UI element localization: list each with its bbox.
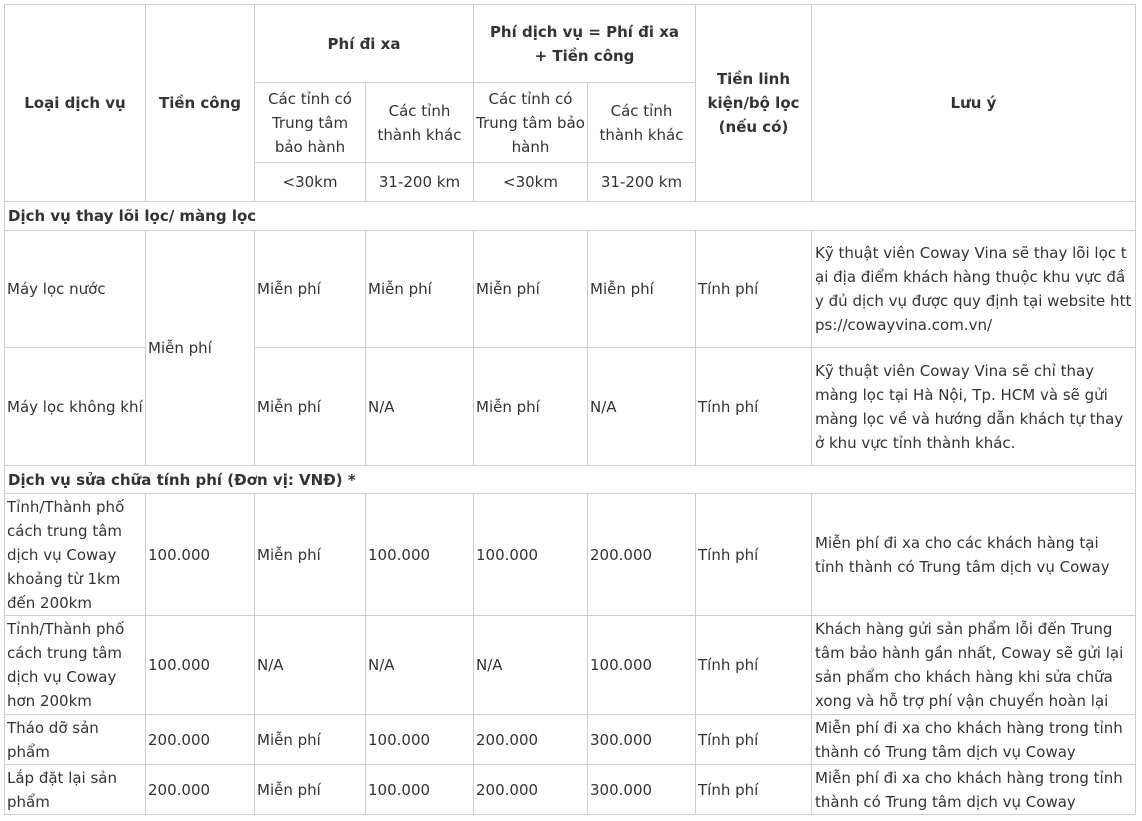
subheader-distance: 31-200 km [366, 163, 474, 202]
fee-cell: N/A [588, 348, 696, 466]
fee-cell: 200.000 [474, 715, 588, 765]
service-name: Lắp đặt lại sản phẩm [5, 765, 146, 815]
note-cell: Miễn phí đi xa cho khách hàng trong tỉnh thành có Trung tâm dịch vụ Coway [812, 765, 1136, 815]
fee-cell: Miễn phí [366, 231, 474, 348]
service-name: Máy lọc không khí [5, 348, 146, 466]
note-cell: Miễn phí đi xa cho khách hàng trong tỉnh thành có Trung tâm dịch vụ Coway [812, 715, 1136, 765]
table-row [5, 494, 1136, 616]
fee-cell: 200.000 [474, 765, 588, 815]
table-row [5, 715, 1136, 765]
section-title: Dịch vụ sửa chữa tính phí (Đơn vị: VNĐ) * [5, 466, 1136, 494]
labor-cell: 200.000 [146, 715, 255, 765]
labor-cell: 100.000 [146, 494, 255, 616]
service-name: Tỉnh/Thành phố cách trung tâm dịch vụ Coway khoảng từ 1km đến 200km [5, 494, 146, 616]
note-cell: Miễn phí đi xa cho các khách hàng tại tỉnh thành có Trung tâm dịch vụ Coway [812, 494, 1136, 616]
fee-cell: 100.000 [366, 494, 474, 616]
fee-cell: 100.000 [588, 616, 696, 715]
note-cell: Khách hàng gửi sản phẩm lỗi đến Trung tâm bảo hành gần nhất, Coway sẽ gửi lại sản phẩm cho khách hàng khi sửa chữa xong và hỗ trợ phí vận chuyển hoàn lại [812, 616, 1136, 715]
header-travel-fee: Phí đi xa [255, 5, 474, 83]
table-row [5, 765, 1136, 815]
fee-cell: Miễn phí [474, 348, 588, 466]
fee-cell: N/A [255, 616, 366, 715]
header-note: Lưu ý [812, 5, 1136, 202]
service-name: Máy lọc nước [5, 231, 146, 348]
service-name: Tỉnh/Thành phố cách trung tâm dịch vụ Coway hơn 200km [5, 616, 146, 715]
header-parts-fee: Tiền linh kiện/bộ lọc (nếu có) [696, 5, 812, 202]
subheader-other-provinces: Các tỉnh thành khác [366, 83, 474, 163]
subheader-distance: <30km [255, 163, 366, 202]
subheader-distance: <30km [474, 163, 588, 202]
header-labor: Tiền công [146, 5, 255, 202]
fee-cell: N/A [366, 616, 474, 715]
parts-cell: Tính phí [696, 494, 812, 616]
fee-cell: 100.000 [366, 715, 474, 765]
subheader-with-center: Các tỉnh có Trung tâm bảo hành [474, 83, 588, 163]
labor-cell: 200.000 [146, 765, 255, 815]
fee-cell: Miễn phí [255, 765, 366, 815]
table-row [5, 231, 1136, 348]
fee-cell: 300.000 [588, 765, 696, 815]
fee-cell: Miễn phí [255, 231, 366, 348]
fee-cell: Miễn phí [255, 494, 366, 616]
fee-cell: N/A [366, 348, 474, 466]
fee-cell: Miễn phí [255, 715, 366, 765]
fee-cell: Miễn phí [588, 231, 696, 348]
fee-cell: 100.000 [474, 494, 588, 616]
fee-cell: 200.000 [588, 494, 696, 616]
parts-cell: Tính phí [696, 765, 812, 815]
note-cell: Kỹ thuật viên Coway Vina sẽ chỉ thay màng lọc tại Hà Nội, Tp. HCM và sẽ gửi màng lọc về và hướng dẫn khách tự thay ở khu vực tỉnh thành khác. [812, 348, 1136, 466]
fee-cell: Miễn phí [255, 348, 366, 466]
parts-cell: Tính phí [696, 231, 812, 348]
fee-cell: 100.000 [366, 765, 474, 815]
subheader-other-provinces: Các tỉnh thành khác [588, 83, 696, 163]
header-service-type: Loại dịch vụ [5, 5, 146, 202]
fee-cell: 300.000 [588, 715, 696, 765]
subheader-with-center: Các tỉnh có Trung tâm bảo hành [255, 83, 366, 163]
labor-cell: Miễn phí [146, 231, 255, 466]
header-service-fee: Phí dịch vụ = Phí đi xa + Tiền công [474, 5, 696, 83]
parts-cell: Tính phí [696, 348, 812, 466]
service-fee-table [4, 4, 1136, 815]
service-name: Tháo dỡ sản phẩm [5, 715, 146, 765]
subheader-distance: 31-200 km [588, 163, 696, 202]
table-row [5, 616, 1136, 715]
fee-cell: N/A [474, 616, 588, 715]
fee-cell: Miễn phí [474, 231, 588, 348]
parts-cell: Tính phí [696, 715, 812, 765]
section-title: Dịch vụ thay lõi lọc/ màng lọc [5, 202, 1136, 231]
parts-cell: Tính phí [696, 616, 812, 715]
note-cell: Kỹ thuật viên Coway Vina sẽ thay lõi lọc tại địa điểm khách hàng thuộc khu vực đầy đủ dịch vụ được quy định tại website https://cowayvina.com.vn/ [812, 231, 1136, 348]
labor-cell: 100.000 [146, 616, 255, 715]
